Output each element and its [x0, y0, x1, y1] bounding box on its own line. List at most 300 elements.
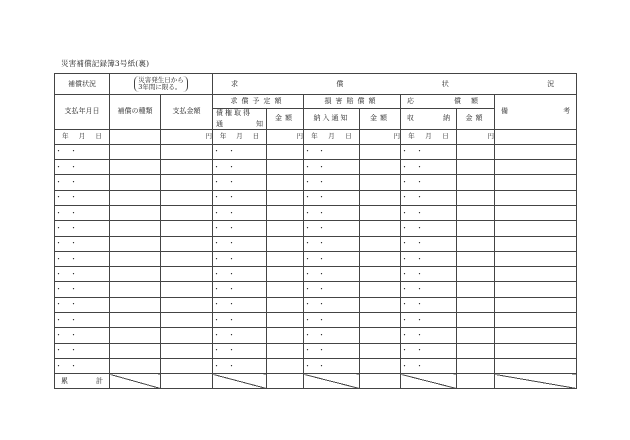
compensation-type-cell [110, 190, 161, 205]
compensation-type-cell [110, 328, 161, 343]
table-row [55, 313, 577, 328]
payment-date-cell [55, 297, 110, 312]
date-separator-dot: ・ [55, 285, 70, 294]
date-separator-dot: ・ [401, 254, 416, 263]
date-separator-dot: ・ [401, 285, 416, 294]
total-planned-amount [267, 374, 304, 389]
date-separator-dot: ・ [416, 254, 431, 263]
remarks-cell [495, 267, 577, 282]
payment-notice-cell [304, 205, 360, 220]
date-separator-dot: ・ [416, 361, 431, 370]
date-separator-dot: ・ [55, 300, 70, 309]
date-separator-dot: ・ [228, 162, 243, 171]
compensation-type-cell [110, 251, 161, 266]
remarks-cell [495, 175, 577, 190]
claim-right-acquisition-cell [213, 221, 267, 236]
receipt-cell [401, 282, 457, 297]
date-separator-dot: ・ [70, 208, 85, 217]
response-amount-cell [457, 190, 495, 205]
date-separator-dot: ・ [228, 254, 243, 263]
claim-right-acquisition-cell [213, 205, 267, 220]
date-separator-dot: ・ [304, 208, 318, 217]
date-separator-dot: ・ [416, 269, 431, 278]
date-separator-dot: ・ [55, 254, 70, 263]
date-separator-dot: ・ [228, 346, 243, 355]
date-separator-dot: ・ [318, 300, 332, 309]
total-type-slash [110, 374, 161, 389]
compensation-type-cell [110, 297, 161, 312]
response-amount-cell [457, 282, 495, 297]
payment-notice-cell [304, 297, 360, 312]
planned-amount-cell [267, 160, 304, 175]
compensation-type-cell [110, 221, 161, 236]
date-separator-dot: ・ [318, 193, 332, 202]
damage-amount-cell [360, 205, 401, 220]
date-separator-dot: ・ [55, 223, 70, 232]
note-bracket: 災害発生日から 3年間に限る。 [134, 76, 188, 93]
date-separator-dot: ・ [304, 315, 318, 324]
compensation-type-cell [110, 343, 161, 358]
table-row [55, 267, 577, 282]
remarks-cell [495, 297, 577, 312]
date-separator-dot: ・ [401, 178, 416, 187]
table-row [55, 282, 577, 297]
header-row-1 [55, 74, 577, 95]
date-separator-dot: ・ [55, 178, 70, 187]
payment-notice-cell [304, 160, 360, 175]
payment-date-cell [55, 236, 110, 251]
payment-notice-cell [304, 313, 360, 328]
date-separator-dot: ・ [213, 208, 228, 217]
claim-right-acquisition-cell [213, 358, 267, 373]
payment-date-cell [55, 328, 110, 343]
response-amount-cell [457, 175, 495, 190]
receipt-header: 収 納 [401, 108, 457, 129]
date-separator-dot: ・ [401, 300, 416, 309]
payment-amount-cell [161, 343, 213, 358]
damage-amount-cell [360, 190, 401, 205]
date-separator-dot: ・ [416, 178, 431, 187]
date-separator-dot: ・ [55, 331, 70, 339]
date-separator-dot: ・ [228, 239, 243, 248]
compensation-status-note [110, 74, 213, 95]
date-separator-dot: ・ [416, 346, 431, 355]
receipt-cell [401, 251, 457, 266]
payment-amount-cell [161, 282, 213, 297]
claim-right-acquisition-cell [213, 251, 267, 266]
receipt-cell [401, 343, 457, 358]
date-separator-dot: ・ [416, 208, 431, 217]
date-separator-dot: ・ [228, 300, 243, 309]
date-separator-dot: ・ [70, 315, 85, 324]
payment-notice-cell [304, 190, 360, 205]
payment-amount-cell [161, 297, 213, 312]
planned-amount-cell [267, 236, 304, 251]
receipt-cell [401, 160, 457, 175]
receipt-cell [401, 236, 457, 251]
payment-date-cell [55, 205, 110, 220]
date-separator-dot: ・ [401, 239, 416, 248]
planned-amount-cell [267, 358, 304, 373]
response-amount-cell [457, 251, 495, 266]
payment-amount-cell [161, 267, 213, 282]
date-separator-dot: ・ [416, 162, 431, 171]
planned-amount-cell [267, 267, 304, 282]
payment-notice-cell [304, 328, 360, 343]
date-separator-dot: ・ [213, 300, 228, 309]
date-separator-dot: ・ [213, 239, 228, 248]
table-row [55, 221, 577, 236]
claim-right-acquisition-cell [213, 297, 267, 312]
table-row [55, 175, 577, 190]
date-separator-dot: ・ [318, 239, 332, 248]
claim-right-acquisition-cell [213, 328, 267, 343]
compensation-ledger-table [54, 73, 577, 389]
planned-amount-cell [267, 190, 304, 205]
total-remarks-slash [495, 374, 577, 389]
claim-right-acquisition-cell [213, 144, 267, 159]
date-separator-dot: ・ [304, 285, 318, 294]
compensation-type-cell [110, 144, 161, 159]
date-separator-dot: ・ [70, 239, 85, 248]
claim-right-acquisition-cell [213, 313, 267, 328]
form-title: 災害補償記録簿3号紙(裏) [61, 59, 150, 68]
date-separator-dot: ・ [304, 193, 318, 202]
total-label: 累 計 [55, 374, 110, 389]
receipt-cell: 年 月 日 [401, 129, 457, 144]
payment-notice-cell [304, 221, 360, 236]
date-labels-row [55, 129, 577, 144]
date-separator-dot: ・ [55, 162, 70, 171]
date-separator-dot: ・ [70, 223, 85, 232]
remarks-cell [495, 144, 577, 159]
total-response-amount [457, 374, 495, 389]
date-separator-dot: ・ [318, 147, 332, 156]
payment-date-header: 支払年月日 [55, 95, 110, 130]
remarks-cell [495, 190, 577, 205]
payment-date-cell [55, 251, 110, 266]
remarks-cell [495, 205, 577, 220]
date-separator-dot: ・ [416, 331, 431, 339]
remarks-cell [495, 328, 577, 343]
planned-claim-header: 求償予定額 [213, 95, 304, 109]
date-separator-dot: ・ [416, 315, 431, 324]
date-separator-dot: ・ [401, 315, 416, 324]
compensation-type-cell [110, 358, 161, 373]
date-separator-dot: ・ [304, 239, 318, 248]
date-separator-dot: ・ [401, 193, 416, 202]
date-separator-dot: ・ [416, 239, 431, 248]
date-separator-dot: ・ [416, 285, 431, 294]
payment-date-cell [55, 282, 110, 297]
payment-notice-cell [304, 175, 360, 190]
response-amount-cell [457, 343, 495, 358]
date-separator-dot: ・ [55, 315, 70, 324]
payment-date-cell [55, 358, 110, 373]
receipt-cell [401, 221, 457, 236]
date-separator-dot: ・ [318, 208, 332, 217]
payment-notice-cell [304, 282, 360, 297]
date-separator-dot: ・ [228, 147, 243, 156]
date-separator-dot: ・ [228, 269, 243, 278]
remarks-cell [495, 251, 577, 266]
response-amount-cell [457, 144, 495, 159]
damage-amount-cell [360, 328, 401, 343]
date-separator-dot: ・ [401, 331, 416, 339]
total-claim-right-slash [213, 374, 267, 389]
date-separator-dot: ・ [55, 346, 70, 355]
payment-amount-cell [161, 313, 213, 328]
date-separator-dot: ・ [416, 223, 431, 232]
date-separator-dot: ・ [213, 361, 228, 370]
response-amount-cell [457, 221, 495, 236]
payment-amount-cell [161, 236, 213, 251]
response-claim-header: 応 償額 [401, 95, 495, 109]
date-separator-dot: ・ [401, 346, 416, 355]
date-separator-dot: ・ [304, 331, 318, 339]
date-separator-dot: ・ [228, 223, 243, 232]
payment-date-cell [55, 343, 110, 358]
date-separator-dot: ・ [318, 331, 332, 339]
total-damage-amount [360, 374, 401, 389]
date-separator-dot: ・ [70, 300, 85, 309]
payment-date-cell [55, 221, 110, 236]
date-separator-dot: ・ [70, 361, 85, 370]
damage-amount-cell [360, 236, 401, 251]
total-payment-amount [161, 374, 213, 389]
date-separator-dot: ・ [416, 300, 431, 309]
remarks-cell [495, 358, 577, 373]
receipt-cell [401, 297, 457, 312]
date-separator-dot: ・ [304, 223, 318, 232]
table-row [55, 236, 577, 251]
date-separator-dot: ・ [304, 300, 318, 309]
payment-date-cell [55, 267, 110, 282]
date-separator-dot: ・ [318, 315, 332, 324]
date-separator-dot: ・ [55, 208, 70, 217]
table-row [55, 343, 577, 358]
table-row [55, 251, 577, 266]
planned-amount-cell [267, 282, 304, 297]
payment-date-cell [55, 175, 110, 190]
receipt-cell [401, 358, 457, 373]
table-row [55, 160, 577, 175]
date-separator-dot: ・ [70, 254, 85, 263]
date-separator-dot: ・ [213, 331, 228, 339]
total-receipt-slash [401, 374, 457, 389]
date-separator-dot: ・ [304, 147, 318, 156]
date-separator-dot: ・ [401, 147, 416, 156]
response-amount-cell [457, 328, 495, 343]
damage-amount-cell [360, 175, 401, 190]
date-separator-dot: ・ [213, 178, 228, 187]
receipt-cell [401, 313, 457, 328]
date-separator-dot: ・ [228, 193, 243, 202]
date-separator-dot: ・ [318, 162, 332, 171]
date-separator-dot: ・ [228, 285, 243, 294]
date-separator-dot: ・ [55, 147, 70, 156]
receipt-cell [401, 190, 457, 205]
response-amount-header: 金額 [457, 108, 495, 129]
total-payment-notice-slash [304, 374, 360, 389]
date-separator-dot: ・ [70, 285, 85, 294]
claim-right-acquisition-cell [213, 282, 267, 297]
total-row [55, 374, 577, 389]
payment-date-cell [55, 190, 110, 205]
date-separator-dot: ・ [318, 178, 332, 187]
response-amount-cell [457, 358, 495, 373]
damage-amount-cell [360, 282, 401, 297]
date-separator-dot: ・ [70, 269, 85, 278]
claim-right-acquisition-cell [213, 343, 267, 358]
compensation-type-cell [110, 313, 161, 328]
planned-amount-cell [267, 221, 304, 236]
date-separator-dot: ・ [55, 193, 70, 202]
damage-amount-cell [360, 144, 401, 159]
response-amount-cell [457, 297, 495, 312]
damage-amount-cell [360, 313, 401, 328]
date-separator-dot: ・ [70, 162, 85, 171]
date-separator-dot: ・ [401, 208, 416, 217]
payment-amount-cell [161, 328, 213, 343]
claim-right-acquisition-cell [213, 175, 267, 190]
remarks-cell [495, 313, 577, 328]
date-separator-dot: ・ [213, 147, 228, 156]
compensation-type-header: 補償の種類 [110, 95, 161, 130]
response-amount-cell [457, 267, 495, 282]
table-row [55, 358, 577, 373]
payment-amount-cell [161, 205, 213, 220]
compensation-type-cell [110, 205, 161, 220]
payment-amount-cell [161, 144, 213, 159]
response-amount-cell [457, 205, 495, 220]
planned-amount-cell [267, 297, 304, 312]
payment-amount-cell [161, 251, 213, 266]
planned-amount-cell [267, 205, 304, 220]
receipt-cell [401, 267, 457, 282]
damage-amount-cell [360, 251, 401, 266]
date-separator-dot: ・ [228, 178, 243, 187]
planned-amount-cell [267, 144, 304, 159]
compensation-type-cell [110, 236, 161, 251]
compensation-type-cell [110, 267, 161, 282]
date-separator-dot: ・ [401, 269, 416, 278]
date-separator-dot: ・ [318, 361, 332, 370]
compensation-type-cell [110, 282, 161, 297]
remarks-cell [495, 282, 577, 297]
claim-right-acquisition-cell: 年 月 日 [213, 129, 267, 144]
receipt-cell [401, 144, 457, 159]
response-amount-cell [457, 160, 495, 175]
planned-amount-cell [267, 175, 304, 190]
response-amount-cell [457, 313, 495, 328]
payment-notice-cell [304, 144, 360, 159]
planned-amount-cell [267, 313, 304, 328]
date-separator-dot: ・ [304, 269, 318, 278]
date-separator-dot: ・ [318, 254, 332, 263]
damage-amount-cell [360, 221, 401, 236]
claim-right-acquisition-cell [213, 160, 267, 175]
date-separator-dot: ・ [401, 361, 416, 370]
payment-notice-cell [304, 358, 360, 373]
claim-right-acquisition-cell [213, 190, 267, 205]
table-row [55, 190, 577, 205]
table-row [55, 297, 577, 312]
date-separator-dot: ・ [213, 223, 228, 232]
compensation-type-cell [110, 129, 161, 144]
receipt-cell [401, 205, 457, 220]
receipt-cell [401, 328, 457, 343]
payment-notice-cell [304, 267, 360, 282]
table-row [55, 144, 577, 159]
date-separator-dot: ・ [304, 162, 318, 171]
payment-date-cell [55, 313, 110, 328]
header-row-2 [55, 95, 577, 109]
compensation-type-cell [110, 175, 161, 190]
damage-amount-cell: 円 [360, 129, 401, 144]
date-separator-dot: ・ [228, 315, 243, 324]
claim-status-header: 求 償 状 況 [213, 74, 577, 95]
date-separator-dot: ・ [213, 193, 228, 202]
compensation-type-cell [110, 160, 161, 175]
remarks-cell [495, 129, 577, 144]
payment-amount-cell: 円 [161, 129, 213, 144]
date-separator-dot: ・ [70, 193, 85, 202]
planned-amount-cell [267, 328, 304, 343]
date-separator-dot: ・ [213, 346, 228, 355]
payment-notice-header: 納入通知 [304, 108, 360, 129]
date-separator-dot: ・ [318, 269, 332, 278]
damage-amount-cell [360, 358, 401, 373]
damage-amount-cell [360, 267, 401, 282]
payment-amount-cell [161, 221, 213, 236]
date-separator-dot: ・ [213, 254, 228, 263]
payment-amount-cell [161, 175, 213, 190]
payment-amount-cell [161, 160, 213, 175]
response-amount-cell [457, 236, 495, 251]
claim-right-acquisition-cell [213, 236, 267, 251]
date-separator-dot: ・ [416, 147, 431, 156]
planned-amount-header: 金額 [267, 108, 304, 129]
date-separator-dot: ・ [55, 269, 70, 278]
payment-date-cell: 年 月 日 [55, 129, 110, 144]
date-separator-dot: ・ [55, 361, 70, 370]
damage-amount-cell [360, 297, 401, 312]
remarks-cell [495, 236, 577, 251]
payment-amount-cell [161, 190, 213, 205]
payment-notice-cell [304, 251, 360, 266]
claim-right-acquisition-cell [213, 267, 267, 282]
payment-date-cell [55, 160, 110, 175]
table-row [55, 205, 577, 220]
date-separator-dot: ・ [304, 254, 318, 263]
date-separator-dot: ・ [401, 223, 416, 232]
remarks-header: 備 考 [495, 95, 577, 130]
date-separator-dot: ・ [213, 162, 228, 171]
receipt-cell [401, 175, 457, 190]
date-separator-dot: ・ [318, 285, 332, 294]
claim-right-acquisition-header: 債権取得 通 知 [213, 108, 267, 129]
remarks-cell [495, 160, 577, 175]
date-separator-dot: ・ [228, 361, 243, 370]
date-separator-dot: ・ [228, 208, 243, 217]
payment-amount-cell [161, 358, 213, 373]
date-separator-dot: ・ [304, 346, 318, 355]
date-separator-dot: ・ [304, 361, 318, 370]
payment-amount-header: 支払金額 [161, 95, 213, 130]
payment-notice-cell [304, 343, 360, 358]
table-row [55, 328, 577, 343]
